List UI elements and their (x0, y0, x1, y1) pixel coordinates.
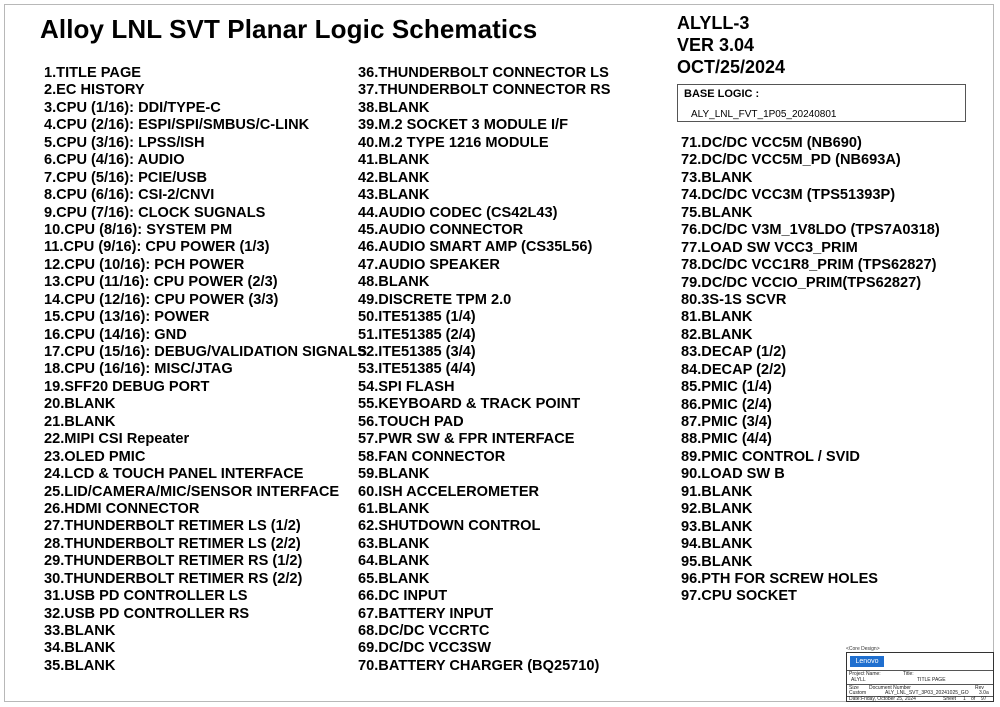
toc-entry: 43.BLANK (358, 187, 430, 204)
toc-entry: 41.BLANK (358, 152, 430, 169)
toc-entry: 74.DC/DC VCC3M (TPS51393P) (681, 187, 896, 204)
toc-entry: 49.DISCRETE TPM 2.0 (358, 291, 512, 308)
version-label: VER 3.04 (677, 35, 755, 55)
toc-entry: 88.PMIC (4/4) (681, 431, 772, 448)
toc-entry: 64.BLANK (358, 553, 430, 570)
toc-entry: 30.THUNDERBOLT RETIMER RS (2/2) (44, 570, 303, 587)
toc-entry: 42.BLANK (358, 169, 430, 186)
toc-entry: 65.BLANK (358, 570, 430, 587)
rev-value: 3.0a (979, 690, 989, 696)
toc-entry: 47.AUDIO SPEAKER (358, 256, 500, 273)
toc-entry: 68.DC/DC VCCRTC (358, 623, 490, 639)
toc-entry: 40.M.2 TYPE 1216 MODULE (358, 134, 549, 151)
toc-entry: 1.TITLE PAGE (44, 65, 142, 81)
toc-entry: 78.DC/DC VCC1R8_PRIM (TPS62827) (681, 257, 937, 274)
toc-entry: 38.BLANK (358, 99, 430, 116)
toc-entry: 36.THUNDERBOLT CONNECTOR LS (358, 65, 609, 81)
sheet-label: Sheet (943, 696, 957, 702)
sheet-total-value: 97 (981, 696, 987, 702)
toc-entry: 22.MIPI CSI Repeater (44, 431, 190, 448)
toc-entry: 18.CPU (16/16): MISC/JTAG (44, 361, 233, 378)
project-name-label: Project Name: (849, 671, 881, 677)
toc-entry: 87.PMIC (3/4) (681, 414, 772, 430)
toc-entry: 14.CPU (12/16): CPU POWER (3/3) (44, 291, 279, 308)
page-title: Alloy LNL SVT Planar Logic Schematics (40, 14, 538, 44)
title-block-caption: <Core Design> (846, 646, 880, 652)
toc-entry: 92.BLANK (681, 501, 753, 518)
toc-entry: 23.OLED PMIC (44, 448, 146, 465)
toc-entry: 67.BATTERY INPUT (358, 605, 494, 622)
toc-entry: 28.THUNDERBOLT RETIMER LS (2/2) (44, 535, 301, 552)
toc-entry: 9.CPU (7/16): CLOCK SUGNALS (44, 204, 266, 221)
toc-entry: 25.LID/CAMERA/MIC/SENSOR INTERFACE (44, 483, 340, 500)
release-date: OCT/25/2024 (677, 57, 786, 77)
toc-entry: 31.USB PD CONTROLLER LS (44, 588, 248, 605)
toc-entry: 61.BLANK (358, 500, 430, 517)
toc-entry: 72.DC/DC VCC5M_PD (NB693A) (681, 152, 901, 169)
base-logic-value: ALY_LNL_FVT_1P05_20240801 (691, 109, 837, 120)
title-value: TITLE PAGE (917, 677, 946, 683)
lenovo-logo: Lenovo (850, 656, 884, 667)
project-name-value: ALYLL (851, 677, 866, 683)
toc-entry: 63.BLANK (358, 535, 430, 552)
toc-entry: 2.EC HISTORY (44, 82, 145, 99)
toc-entry: 7.CPU (5/16): PCIE/USB (44, 169, 208, 186)
toc-entry: 21.BLANK (44, 413, 116, 430)
date-value: Friday, October 25, 2024 (861, 696, 916, 702)
toc-entry: 57.PWR SW & FPR INTERFACE (358, 431, 575, 448)
toc-entry: 12.CPU (10/16): PCH POWER (44, 256, 245, 273)
toc-entry: 82.BLANK (681, 326, 753, 343)
toc-entry: 90.LOAD SW B (681, 466, 785, 483)
toc-entry: 76.DC/DC V3M_1V8LDO (TPS7A0318) (681, 222, 940, 239)
toc-entry: 94.BLANK (681, 536, 753, 553)
toc-entry: 77.LOAD SW VCC3_PRIM (681, 239, 858, 256)
toc-column-2 (358, 65, 610, 675)
toc-entry: 26.HDMI CONNECTOR (44, 500, 200, 517)
toc-entry: 75.BLANK (681, 204, 753, 221)
toc-entry: 51.ITE51385 (2/4) (358, 326, 476, 343)
toc-entry: 53.ITE51385 (4/4) (358, 361, 476, 378)
base-logic-label: BASE LOGIC : (684, 88, 760, 100)
size-value: Custom (849, 690, 867, 696)
toc-entry: 20.BLANK (44, 396, 116, 413)
title-block (846, 652, 994, 702)
toc-entry: 69.DC/DC VCC3SW (358, 640, 491, 657)
toc-entry: 3.CPU (1/16): DDI/TYPE-C (44, 99, 221, 116)
toc-entry: 39.M.2 SOCKET 3 MODULE I/F (358, 117, 569, 134)
size-label: Size (849, 685, 859, 691)
toc-entry: 8.CPU (6/16): CSI-2/CNVI (44, 187, 215, 204)
sheet-of-label: of (971, 696, 976, 702)
toc-entry: 55.KEYBOARD & TRACK POINT (358, 396, 581, 413)
toc-entry: 80.3S-1S SCVR (681, 291, 787, 308)
toc-entry: 83.DECAP (1/2) (681, 344, 787, 361)
toc-entry: 91.BLANK (681, 483, 753, 500)
toc-entry: 60.ISH ACCELEROMETER (358, 483, 540, 500)
base-logic-box (677, 84, 966, 122)
toc-entry: 6.CPU (4/16): AUDIO (44, 152, 185, 169)
toc-entry: 24.LCD & TOUCH PANEL INTERFACE (44, 466, 304, 483)
toc-entry: 50.ITE51385 (1/4) (358, 309, 476, 326)
toc-entry: 70.BATTERY CHARGER (BQ25710) (358, 657, 600, 674)
toc-entry: 58.FAN CONNECTOR (358, 448, 506, 465)
date-label: Date: (849, 696, 861, 702)
toc-entry: 81.BLANK (681, 309, 753, 326)
toc-entry: 29.THUNDERBOLT RETIMER RS (1/2) (44, 553, 303, 570)
toc-entry: 85.PMIC (1/4) (681, 379, 772, 396)
toc-entry: 19.SFF20 DEBUG PORT (44, 378, 210, 395)
revision-header (677, 12, 785, 78)
toc-entry: 4.CPU (2/16): ESPI/SPI/SMBUS/C-LINK (44, 117, 310, 134)
toc-entry: 45.AUDIO CONNECTOR (358, 221, 524, 238)
toc-entry: 33.BLANK (44, 623, 116, 639)
toc-entry: 52.ITE51385 (3/4) (358, 344, 476, 360)
toc-entry: 48.BLANK (358, 274, 430, 291)
toc-entry: 11.CPU (9/16): CPU POWER (1/3) (44, 239, 270, 256)
toc-entry: 97.CPU SOCKET (681, 588, 797, 605)
toc-entry: 59.BLANK (358, 466, 430, 483)
toc-entry: 93.BLANK (681, 518, 753, 535)
document-number-label: Document Number (869, 685, 911, 691)
sheet-value: 1 (963, 696, 966, 702)
toc-entry: 54.SPI FLASH (358, 378, 455, 395)
toc-entry: 84.DECAP (2/2) (681, 361, 787, 378)
toc-entry: 27.THUNDERBOLT RETIMER LS (1/2) (44, 518, 301, 535)
toc-entry: 13.CPU (11/16): CPU POWER (2/3) (44, 274, 278, 291)
toc-column-1 (44, 65, 367, 675)
toc-entry: 37.THUNDERBOLT CONNECTOR RS (358, 82, 611, 99)
toc-entry: 17.CPU (15/16): DEBUG/VALIDATION SIGNALS (44, 344, 367, 360)
toc-column-3 (681, 135, 940, 606)
toc-entry: 96.PTH FOR SCREW HOLES (681, 570, 879, 587)
title-label: Title: (903, 671, 914, 677)
toc-entry: 46.AUDIO SMART AMP (CS35L56) (358, 239, 593, 256)
toc-entry: 44.AUDIO CODEC (CS42L43) (358, 204, 558, 221)
toc-entry: 73.BLANK (681, 169, 753, 186)
toc-entry: 34.BLANK (44, 640, 116, 657)
toc-entry: 32.USB PD CONTROLLER RS (44, 605, 250, 622)
toc-entry: 95.BLANK (681, 553, 753, 570)
toc-entry: 35.BLANK (44, 657, 116, 674)
rev-label: Rev (975, 685, 984, 691)
toc-entry: 71.DC/DC VCC5M (NB690) (681, 135, 862, 151)
toc-entry: 66.DC INPUT (358, 588, 448, 605)
document-number-value: ALY_LNL_SVT_3P03_20241025_GO (885, 690, 969, 696)
toc-entry: 89.PMIC CONTROL / SVID (681, 448, 860, 465)
project-code: ALYLL-3 (677, 13, 750, 33)
toc-entry: 79.DC/DC VCCIO_PRIM(TPS62827) (681, 274, 922, 291)
toc-entry: 10.CPU (8/16): SYSTEM PM (44, 221, 233, 238)
toc-entry: 16.CPU (14/16): GND (44, 326, 187, 343)
toc-entry: 62.SHUTDOWN CONTROL (358, 518, 541, 535)
toc-entry: 56.TOUCH PAD (358, 413, 464, 430)
toc-entry: 86.PMIC (2/4) (681, 396, 772, 413)
toc-entry: 15.CPU (13/16): POWER (44, 309, 210, 326)
toc-entry: 5.CPU (3/16): LPSS/ISH (44, 134, 205, 151)
